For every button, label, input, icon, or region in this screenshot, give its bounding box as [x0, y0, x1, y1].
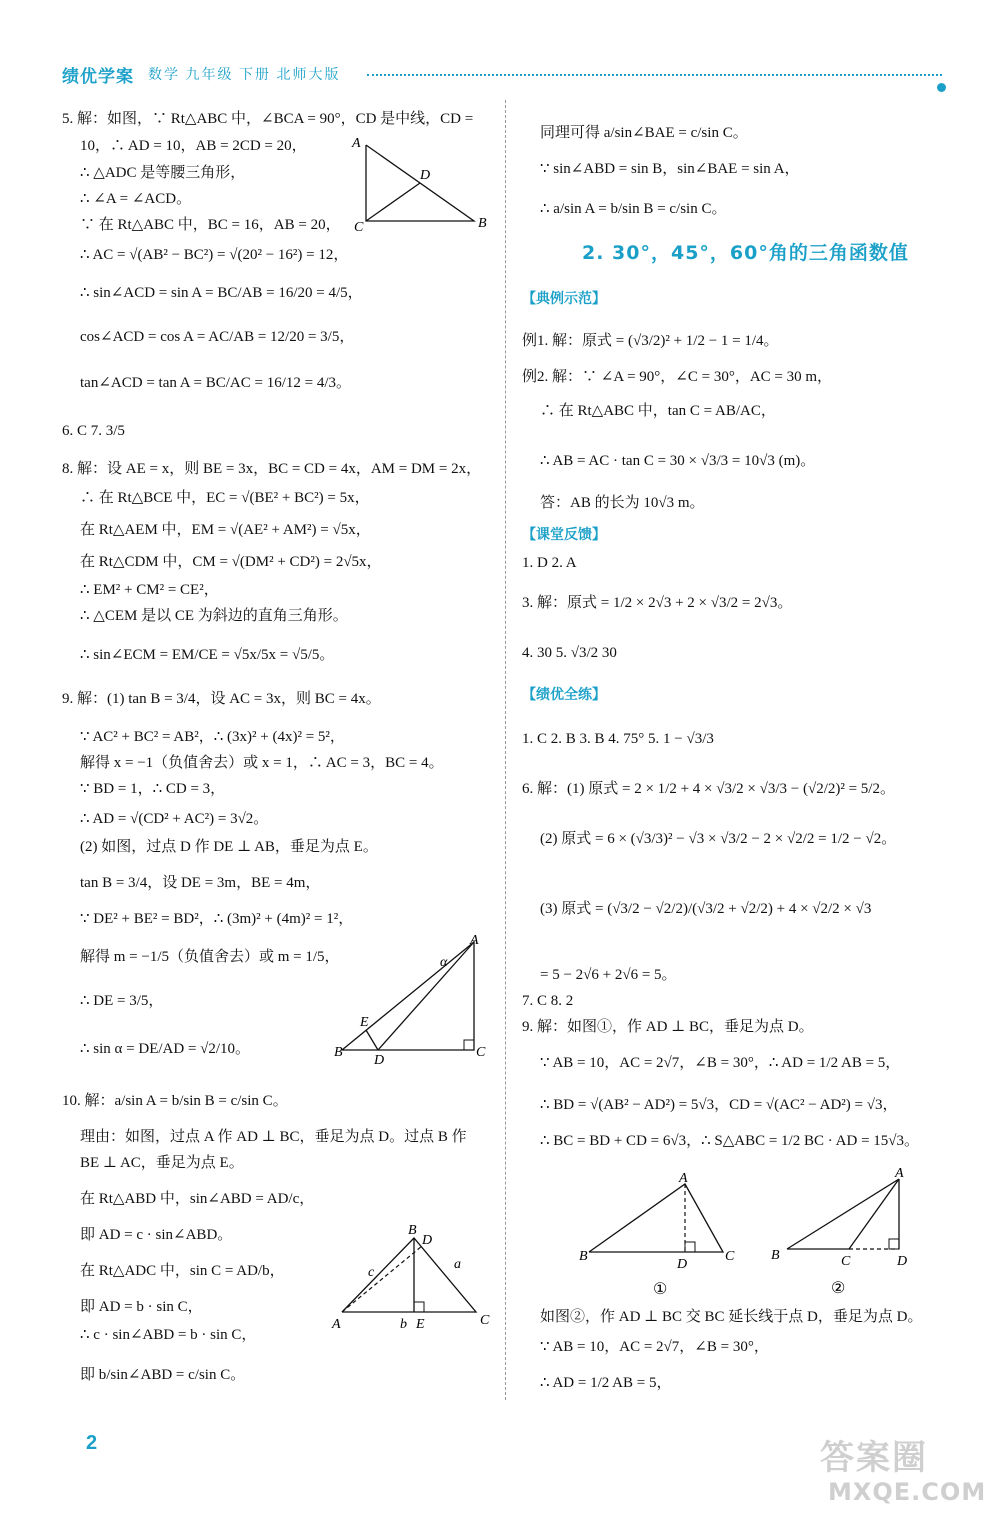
label-alpha: α [440, 955, 448, 970]
answer-line: 5. 解：如图，∵ Rt△ABC 中，∠BCA = 90°，CD 是中线，CD = [62, 111, 474, 127]
answer-line: 例1. 解：原式 = (√3/2)² + 1/2 − 1 = 1/4。 [522, 333, 779, 349]
watermark-logo: 答案圈 [820, 1438, 928, 1478]
answer-line: (2) 原式 = 6 × (√3/3)² − √3 × √3/2 − 2 × √2/2 = 1/2 − √2。 [540, 831, 897, 847]
label-D: D [897, 1254, 908, 1269]
answer-line: BE ⊥ AC，垂足为点 E。 [80, 1155, 244, 1171]
label-D: D [677, 1257, 688, 1272]
label-B: B [408, 1223, 417, 1238]
header-dot [937, 83, 946, 92]
diagram-label: ② [831, 1280, 846, 1297]
label-C: C [476, 1045, 486, 1060]
figure-problem-10 [330, 1220, 495, 1335]
watermark-url: MXQE.COM [828, 1478, 987, 1506]
answer-line: ∴ 在 Rt△ABC 中，tan C = AB/AC， [540, 403, 776, 419]
answer-line: 在 Rt△AEM 中，EM = √(AE² + AM²) = √5x， [80, 522, 371, 538]
answer-line: ∵ AB = 10，AC = 2√7，∠B = 30°， [540, 1339, 769, 1355]
answer-line: 在 Rt△CDM 中，CM = √(DM² + CD²) = 2√5x， [80, 554, 382, 570]
answer-line: ∵ AB = 10，AC = 2√7，∠B = 30°，∴ AD = 1/2 AB = 5， [540, 1055, 901, 1071]
label-A: A [895, 1166, 904, 1181]
label-A: A [470, 933, 479, 948]
answer-line: ∴ BD = √(AB² − AD²) = 5√3，CD = √(AC² − AD²) = √3， [540, 1097, 898, 1113]
answer-line: ∴ AB = AC · tan C = 30 × √3/3 = 10√3 (m)。 [540, 453, 816, 469]
answer-line: tan∠ACD = tan A = BC/AC = 16/12 = 4/3。 [80, 375, 352, 391]
answer-line: ∴ a/sin A = b/sin B = c/sin C。 [540, 201, 727, 217]
answer-line: ∴ ∠A = ∠ACD。 [80, 191, 192, 207]
answer-line: ∴ sin α = DE/AD = √2/10。 [80, 1041, 251, 1057]
label-E: E [416, 1317, 425, 1332]
column-divider [505, 100, 506, 1400]
answer-line: 9. 解：(1) tan B = 3/4，设 AC = 3x，则 BC = 4x。 [62, 691, 381, 707]
answer-line: ∵ sin∠ABD = sin B，sin∠BAE = sin A， [540, 161, 800, 177]
figure-problem-9-diagram-1 [575, 1170, 750, 1305]
answer-line: 6. C 7. 3/5 [62, 423, 125, 439]
answer-line: ∴ sin∠ECM = EM/CE = √5x/5x = √5/5。 [80, 647, 335, 663]
answer-line: 1. C 2. B 3. B 4. 75° 5. 1 − √3/3 [522, 731, 714, 747]
answer-line: ∴ AC = √(AB² − BC²) = √(20² − 16²) = 12， [80, 247, 349, 263]
answer-line: 解得 m = −1/5（负值舍去）或 m = 1/5， [80, 949, 340, 965]
answer-line: 即 b/sin∠ABD = c/sin C。 [80, 1367, 246, 1383]
section-title: 2. 30°，45°，60°角的三角函数值 [582, 242, 909, 264]
label-D: D [420, 168, 431, 183]
answer-line: 10. 解：a/sin A = b/sin B = c/sin C。 [62, 1093, 288, 1109]
answer-line: (2) 如图，过点 D 作 DE ⊥ AB，垂足为点 E。 [80, 839, 378, 855]
label-B: B [579, 1249, 588, 1264]
section-tag: 【典例示范】 [522, 291, 606, 307]
answer-line: ∴ c · sin∠ABD = b · sin C， [80, 1327, 257, 1343]
answer-line: ∴ BC = BD + CD = 6√3，∴ S△ABC = 1/2 BC · AD = 15√3。 [540, 1133, 920, 1149]
answer-line: 3. 解：原式 = 1/2 × 2√3 + 2 × √3/2 = 2√3。 [522, 595, 793, 611]
answer-line: 同理可得 a/sin∠BAE = c/sin C。 [540, 125, 748, 141]
figure-problem-9 [330, 930, 495, 1068]
figure-problem-9-diagram-2 [765, 1165, 945, 1305]
answer-line: ∵ 在 Rt△ABC 中，BC = 16，AB = 20， [80, 217, 341, 233]
answer-line: ∵ DE² + BE² = BD²，∴ (3m)² + (4m)² = 1²， [80, 911, 354, 927]
page-number: 2 [86, 1432, 98, 1454]
answer-line: (3) 原式 = (√3/2 − √2/2)/(√3/2 + √2/2) + 4 × √2/2 × √3 [540, 901, 872, 917]
answer-line: 6. 解：(1) 原式 = 2 × 1/2 + 4 × √3/2 × √3/3 − (√2/2)² = 5/2。 [522, 781, 895, 797]
answer-line: ∴ AD = √(CD² + AC²) = 3√2。 [80, 811, 269, 827]
answer-line: 在 Rt△ABD 中，sin∠ABD = AD/c， [80, 1191, 315, 1207]
label-D: D [422, 1233, 433, 1248]
answer-line: ∴ AD = 1/2 AB = 5， [540, 1375, 672, 1391]
answer-line: 例2. 解：∵ ∠A = 90°，∠C = 30°，AC = 30 m， [522, 369, 833, 385]
label-A: A [332, 1317, 341, 1332]
diagram-label: ① [653, 1281, 668, 1298]
label-D: D [374, 1053, 385, 1068]
answer-line: = 5 − 2√6 + 2√6 = 5。 [540, 967, 677, 983]
label-B: B [771, 1248, 780, 1263]
answer-line: cos∠ACD = cos A = AC/AB = 12/20 = 3/5， [80, 329, 355, 345]
header-divider [367, 74, 942, 76]
answer-line: tan B = 3/4，设 DE = 3m，BE = 4m， [80, 875, 321, 891]
label-b: b [400, 1317, 407, 1332]
answer-line: ∴ DE = 3/5， [80, 993, 164, 1009]
label-A: A [352, 136, 361, 151]
section-tag: 【课堂反馈】 [522, 527, 606, 543]
answer-line: ∴ EM² + CM² = CE²， [80, 582, 219, 598]
answer-line: 7. C 8. 2 [522, 993, 574, 1009]
label-c: c [368, 1265, 375, 1280]
answer-line: 8. 解：设 AE = x，则 BE = 3x，BC = CD = 4x，AM = DM = 2x， [62, 461, 482, 477]
answer-line: ∵ AC² + BC² = AB²，∴ (3x)² + (4x)² = 5²， [80, 729, 345, 745]
answer-line: 4. 30 5. √3/2 30 [522, 645, 617, 661]
answer-line: ∴ △ADC 是等腰三角形， [80, 165, 246, 181]
answer-line: 即 AD = c · sin∠ABD。 [80, 1227, 233, 1243]
label-A: A [679, 1171, 688, 1186]
answer-line: 答：AB 的长为 10√3 m。 [540, 495, 705, 511]
page-header [62, 62, 942, 88]
label-B: B [334, 1045, 343, 1060]
answer-line: 9. 解：如图①，作 AD ⊥ BC，垂足为点 D。 [522, 1019, 814, 1035]
figure-problem-5 [350, 135, 495, 235]
label-B: B [478, 216, 487, 231]
brand-title: 绩优学案 [62, 67, 134, 87]
answer-line: 在 Rt△ADC 中，sin C = AD/b， [80, 1263, 285, 1279]
label-C: C [841, 1254, 851, 1269]
label-C: C [725, 1249, 735, 1264]
answer-line: 如图②，作 AD ⊥ BC 交 BC 延长线于点 D，垂足为点 D。 [540, 1309, 923, 1325]
answer-line: 即 AD = b · sin C， [80, 1299, 203, 1315]
answer-line: ∴ sin∠ACD = sin A = BC/AB = 16/20 = 4/5， [80, 285, 363, 301]
label-a: a [454, 1257, 461, 1272]
answer-line: 解得 x = −1（负值舍去）或 x = 1，∴ AC = 3，BC = 4。 [80, 755, 444, 771]
label-E: E [360, 1015, 369, 1030]
answer-line: 理由：如图，过点 A 作 AD ⊥ BC，垂足为点 D。过点 B 作 [80, 1129, 467, 1145]
book-meta: 数学 九年级 下册 北师大版 [148, 68, 341, 83]
answer-line: ∴ 在 Rt△BCE 中，EC = √(BE² + BC²) = 5x， [80, 490, 370, 506]
label-C: C [354, 220, 364, 235]
answer-line: ∵ BD = 1，∴ CD = 3， [80, 781, 226, 797]
label-C: C [480, 1313, 490, 1328]
section-tag: 【绩优全练】 [522, 687, 606, 703]
answer-line: ∴ △CEM 是以 CE 为斜边的直角三角形。 [80, 608, 348, 624]
answer-line: 1. D 2. A [522, 555, 577, 571]
answer-line: 10，∴ AD = 10，AB = 2CD = 20， [80, 138, 307, 154]
